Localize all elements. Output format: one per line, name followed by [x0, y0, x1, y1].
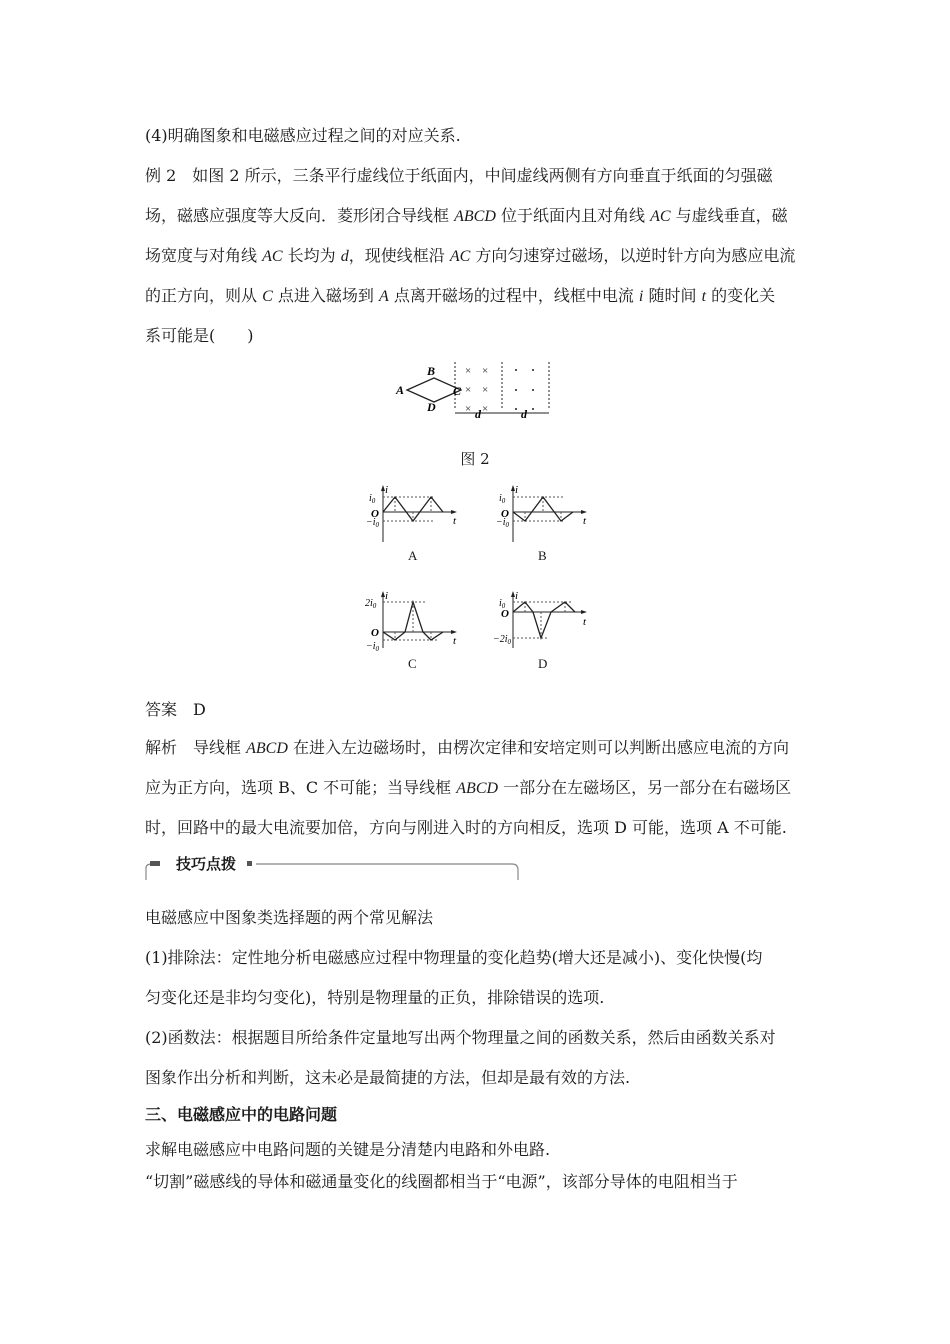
example-2-line-2: 场，磁感应强度等大反向．菱形闭合导线框 ABCD 位于纸面内且对角线 AC 与虚线垂直，磁 — [145, 206, 788, 225]
section-3-title: 三、电磁感应中的电路问题 — [145, 1105, 338, 1124]
example-2-line-3: 场宽度与对角线 AC 长均为 d，现使线框沿 AC 方向匀速穿过磁场，以逆时针方向为感应电流 — [145, 246, 796, 265]
svg-text:i0: $i_0$ — [499, 493, 506, 505]
vertex-label-b: B — [427, 364, 436, 378]
graph-option-d — [495, 590, 595, 652]
svg-text:O: O — [501, 608, 509, 620]
svg-text:O: O — [501, 508, 509, 520]
svg-text:i0: $i_0$ — [499, 598, 506, 610]
tips-method-1-line-1: (1)排除法：定性地分析电磁感应过程中物理量的变化趋势(增大还是减小)、变化快慢(均 — [145, 948, 763, 967]
analysis-line-2: 应为正方向，选项 B、C 不可能；当导线框 ABCD 一部分在左磁场区，另一部分在右磁场区 — [145, 778, 792, 797]
svg-text:×: × — [482, 384, 489, 396]
svg-text:i: i — [515, 484, 519, 496]
tips-heading: 电磁感应中图象类选择题的两个常见解法 — [145, 908, 434, 927]
svg-text:O: O — [371, 627, 379, 639]
graph-option-c-label: C — [408, 656, 417, 671]
graph-option-d-label: D — [538, 656, 548, 671]
analysis-line-3: 时，回路中的最大电流要加倍，方向与刚进入时的方向相反，选项 D 可能，选项 A 不可能. — [145, 818, 787, 837]
svg-text:×: × — [482, 403, 489, 415]
tips-method-1-line-2: 匀变化还是非均匀变化)，特别是物理量的正负，排除错误的选项. — [145, 988, 605, 1007]
svg-text:i: i — [385, 590, 389, 602]
svg-text:×: × — [465, 384, 472, 396]
tip-label: 技巧点拨 — [176, 855, 237, 873]
svg-text:×: × — [465, 365, 472, 377]
svg-text:t: t — [583, 515, 587, 527]
svg-text:2i0: $2i_0$ — [365, 598, 377, 610]
vertex-label-a: A — [396, 383, 405, 397]
svg-text:×: × — [482, 365, 489, 377]
svg-text:i0: $i_0$ — [369, 493, 376, 505]
tips-method-2-line-1: (2)函数法：根据题目所给条件定量地写出两个物理量之间的函数关系，然后由函数关系对 — [145, 1028, 776, 1047]
figure-2-diagram — [393, 360, 563, 420]
graph-option-a-label: A — [408, 548, 418, 563]
svg-text:i: i — [385, 484, 389, 496]
graph-option-c — [365, 590, 465, 652]
example-2-line-4: 的正方向，则从 C 点进入磁场到 A 点离开磁场的过程中，线框中电流 i 随时间 t 的变化关 — [145, 286, 776, 305]
svg-text:−i0: $-i_0$ — [366, 641, 380, 653]
example-2-line-1: 例 2 如图 2 所示，三条平行虚线位于纸面内，中间虚线两侧有方向垂直于纸面的匀强磁 — [145, 166, 773, 185]
svg-text:i: i — [515, 590, 519, 602]
width-label-d-left: d — [475, 407, 481, 421]
svg-text:O: O — [371, 508, 379, 520]
svg-text:×: × — [465, 403, 472, 415]
example-2-line-5: 系可能是( ) — [145, 326, 254, 345]
analysis-line-1: 解析 导线框 ABCD 在进入左边磁场时，由楞次定律和安培定则可以判断出感应电流的方向 — [145, 738, 789, 757]
section-3-paragraph-2: “切割”磁感线的导体和磁通量变化的线圈都相当于“电源”，该部分导体的电阻相当于 — [145, 1172, 738, 1191]
field-out-of-page-dots — [515, 369, 534, 410]
svg-text:−i0: $-i_0$ — [366, 517, 380, 529]
width-label-d-right: d — [521, 407, 527, 421]
graph-option-b-label: B — [538, 548, 547, 563]
vertex-label-d: D — [427, 400, 436, 414]
svg-text:−i0: $-i_0$ — [496, 517, 510, 529]
svg-text:t: t — [583, 616, 587, 628]
answer-line: 答案 D — [145, 700, 206, 719]
graph-option-a — [365, 484, 465, 546]
paragraph-step-4: (4)明确图象和电磁感应过程之间的对应关系. — [145, 126, 461, 145]
svg-text:t: t — [453, 635, 457, 647]
svg-text:−2i0: $-2i_0$ — [493, 634, 512, 646]
figure-2-caption: 图 2 — [460, 450, 490, 468]
tips-method-2-line-2: 图象作出分析和判断，这未必是最简捷的方法，但却是最有效的方法. — [145, 1068, 631, 1087]
svg-text:t: t — [453, 515, 457, 527]
vertex-label-c: C — [453, 384, 462, 398]
section-3-paragraph-1: 求解电磁感应中电路问题的关键是分清楚内电路和外电路. — [145, 1140, 551, 1159]
graph-option-b — [495, 484, 595, 546]
